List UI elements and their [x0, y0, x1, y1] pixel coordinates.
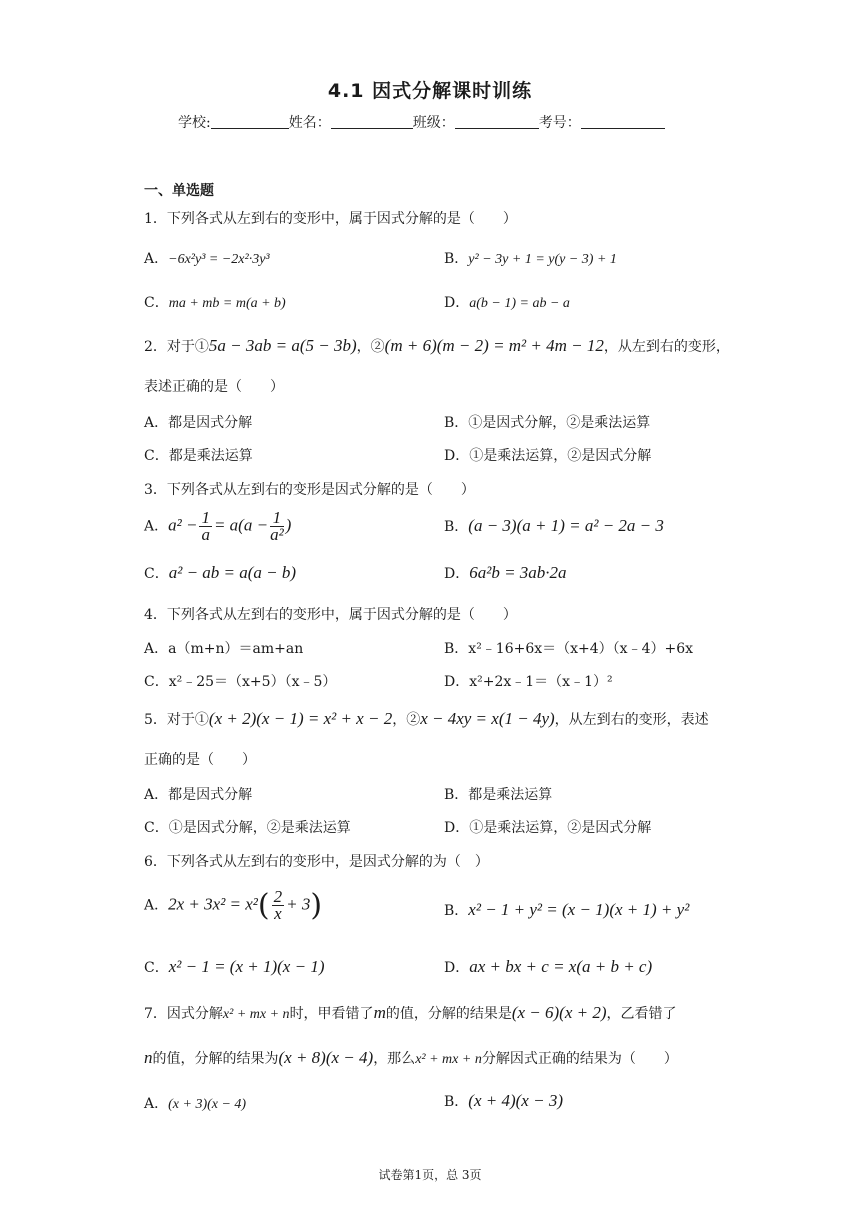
option-label: D． [444, 295, 470, 311]
option-label: D． [444, 674, 470, 690]
option-label: B． [444, 787, 469, 803]
question-6 [144, 851, 489, 871]
option-expr: ①是因式分解，②是乘法运算 [168, 820, 351, 836]
fraction-denominator: x [274, 904, 282, 923]
page-title: 4.1 因式分解课时训练 [327, 80, 533, 102]
option-expr: a² − [168, 515, 198, 535]
option-1b [444, 248, 617, 268]
fraction-numerator: 2 [273, 887, 283, 906]
option-4d [444, 671, 613, 691]
page-footer: 试卷第1页，总 3页 [378, 1168, 482, 1182]
option-expr: (a − 3)(a + 1) = a² − 2a − 3 [468, 516, 664, 535]
number-blank [581, 114, 665, 129]
option-label: D． [444, 960, 470, 976]
question-number: 6． [144, 854, 167, 870]
option-label: B． [444, 903, 469, 919]
student-info-line [178, 112, 665, 132]
option-3c [144, 563, 296, 583]
question-1 [144, 208, 517, 228]
school-blank [211, 114, 289, 129]
stem-math: n [144, 1048, 153, 1067]
stem-text: 分解因式正确的结果为（ ） [481, 1051, 678, 1067]
question-number: 3． [144, 482, 167, 498]
stem-text: ，乙看错了 [606, 1006, 677, 1022]
option-2a [144, 412, 252, 432]
option-6b [444, 900, 689, 920]
stem-text: 的值，分解的结果是 [385, 1006, 512, 1022]
fraction [272, 889, 285, 922]
option-expr: x²﹣16+6x＝（x+4）（x﹣4）+6x [468, 641, 694, 657]
option-expr: y² − 3y + 1 = y(y − 3) + 1 [468, 252, 617, 267]
option-6a [144, 888, 322, 923]
question-stem: 下列各式从左到右的变形中，属于因式分解的是（ ） [166, 607, 517, 623]
option-label: C． [144, 960, 169, 976]
section-heading: 一、单选题 [144, 183, 214, 199]
name-blank [331, 114, 413, 129]
stem-text: ，② [392, 712, 421, 728]
option-6d [444, 957, 652, 977]
option-label: D． [444, 566, 470, 582]
option-5b [444, 784, 552, 804]
question-number: 4． [144, 607, 167, 623]
stem-math: x² + mx + n [415, 1052, 482, 1067]
name-label: 姓名： [288, 115, 331, 131]
stem-math: (x + 8)(x − 4) [278, 1048, 374, 1067]
question-5 [144, 709, 709, 729]
option-expr: 都是因式分解 [168, 415, 253, 431]
option-label: A． [144, 518, 169, 535]
option-label: B． [444, 519, 469, 535]
option-expr: 6a²b = 3ab·2a [469, 563, 567, 582]
option-label: A． [144, 251, 169, 267]
question-7-line2 [144, 1048, 678, 1068]
option-label: C． [144, 674, 169, 690]
option-5a [144, 784, 252, 804]
option-label: A． [144, 787, 169, 803]
option-expr: a² − ab = a(a − b) [168, 563, 297, 582]
option-5d [444, 817, 651, 837]
option-expr: (x + 3)(x − 4) [168, 1097, 247, 1112]
option-expr: a(b − 1) = ab − a [469, 296, 570, 311]
option-3d [444, 563, 567, 583]
option-expr: ①是因式分解，②是乘法运算 [468, 415, 651, 431]
option-expr: + 3 [286, 894, 311, 914]
option-6c [144, 957, 324, 977]
stem-math: (m + 6)(m − 2) = m² + 4m − 12 [384, 336, 604, 355]
option-4b [444, 638, 693, 658]
school-label: 学校: [178, 115, 211, 131]
option-1a [144, 248, 270, 268]
fraction-numerator: 1 [270, 510, 284, 527]
option-expr: ax + bx + c = x(a + b + c) [469, 957, 653, 976]
question-stem: 下列各式从左到右的变形中，属于因式分解的是（ ） [166, 211, 517, 227]
question-2-line2: 表述正确的是（ ） [144, 379, 284, 395]
paren-close: ) [310, 888, 323, 923]
fraction [199, 510, 212, 543]
stem-math: (x − 6)(x + 2) [511, 1003, 607, 1022]
question-5-line2: 正确的是（ ） [144, 752, 256, 768]
option-label: C． [144, 448, 169, 464]
option-expr: ①是乘法运算，②是因式分解 [469, 448, 652, 464]
option-expr: = a(a − [213, 515, 269, 535]
stem-text: 的值，分解的结果为 [152, 1051, 279, 1067]
question-number: 2． [144, 339, 167, 355]
stem-text: 对于① [166, 712, 209, 728]
option-label: D． [444, 448, 470, 464]
fraction [270, 510, 284, 543]
option-expr: 都是因式分解 [168, 787, 253, 803]
option-label: C． [144, 566, 169, 582]
option-expr: ma + mb = m(a + b) [168, 296, 286, 311]
stem-math: (x + 2)(x − 1) = x² + x − 2 [208, 709, 393, 728]
stem-text: ，那么 [373, 1051, 416, 1067]
option-expr: x² − 1 = (x + 1)(x − 1) [168, 957, 325, 976]
option-label: A． [144, 415, 169, 431]
question-stem: 下列各式从左到右的变形中，是因式分解的为（ ） [166, 854, 489, 870]
number-label: 考号： [538, 115, 581, 131]
option-expr: x²+2x﹣1＝（x﹣1）² [469, 674, 613, 690]
option-label: B． [444, 251, 469, 267]
option-4c [144, 671, 336, 691]
class-blank [455, 114, 539, 129]
option-label: B． [444, 415, 469, 431]
stem-text: 因式分解 [166, 1006, 223, 1022]
option-label: D． [444, 820, 470, 836]
option-label: A． [144, 641, 169, 657]
fraction-denominator: a² [270, 525, 284, 544]
question-3 [144, 479, 475, 499]
option-expr: 都是乘法运算 [468, 787, 553, 803]
option-7b [444, 1091, 563, 1111]
option-expr: x² − 1 + y² = (x − 1)(x + 1) + y² [468, 900, 690, 919]
option-label: B． [444, 1094, 469, 1110]
stem-math: 5a − 3ab = a(5 − 3b) [208, 336, 357, 355]
question-stem: 下列各式从左到右的变形是因式分解的是（ ） [166, 482, 475, 498]
question-4 [144, 604, 517, 624]
class-label: 班级： [412, 115, 455, 131]
stem-math: x − 4xy = x(1 − 4y) [420, 709, 555, 728]
option-label: C． [144, 295, 169, 311]
stem-text: ，② [356, 339, 385, 355]
option-2b [444, 412, 650, 432]
fraction-denominator: a [201, 525, 210, 544]
option-label: B． [444, 641, 469, 657]
option-2d [444, 445, 651, 465]
option-2c [144, 445, 253, 465]
stem-text: 时，甲看错了 [289, 1006, 374, 1022]
option-label: A． [144, 897, 169, 914]
option-expr: x²﹣25＝（x+5）（x﹣5） [168, 674, 337, 690]
option-label: C． [144, 820, 169, 836]
option-expr: (x + 4)(x − 3) [468, 1091, 563, 1110]
question-number: 5． [144, 712, 167, 728]
question-number: 1． [144, 211, 167, 227]
stem-math: x² + mx + n [222, 1007, 290, 1022]
stem-text: ，从左到右的变形，表述 [554, 712, 709, 728]
option-expr: ) [285, 515, 292, 535]
question-number: 7． [144, 1006, 167, 1022]
stem-text: ，从左到右的变形， [603, 339, 730, 355]
stem-text: 对于① [166, 339, 209, 355]
option-3a [144, 510, 291, 543]
paren-open: ( [257, 888, 270, 923]
option-1d [444, 292, 570, 312]
option-expr: ①是乘法运算，②是因式分解 [469, 820, 652, 836]
option-expr: 2x + 3x² = x² [168, 894, 258, 914]
option-label: A． [144, 1096, 169, 1112]
option-7a [144, 1093, 246, 1113]
option-4a [144, 638, 303, 658]
option-5c [144, 817, 351, 837]
option-expr: −6x²y³ = −2x²·3y³ [168, 252, 270, 267]
stem-math: m [373, 1003, 386, 1022]
option-1c [144, 292, 286, 312]
question-7 [144, 1003, 677, 1023]
option-expr: 都是乘法运算 [168, 448, 253, 464]
question-2 [144, 336, 730, 356]
option-expr: a（m+n）＝am+an [168, 641, 304, 657]
option-3b [444, 516, 664, 536]
fraction-numerator: 1 [201, 508, 210, 527]
